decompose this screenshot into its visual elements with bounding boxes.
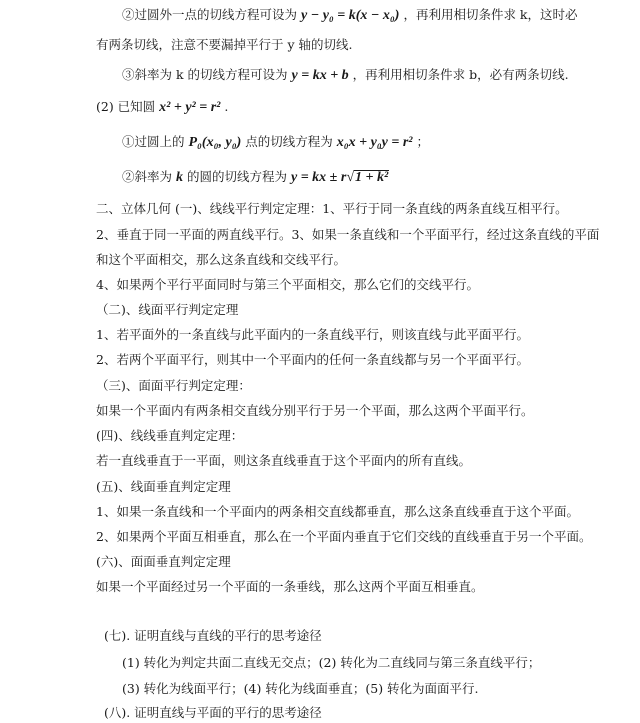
paragraph-line: 2、若两个平面平行，则其中一个平面内的任何一条直线都与另一个平面平行。 (96, 352, 529, 367)
paragraph-line: 4、如果两个平行平面同时与第三个平面相交，那么它们的交线平行。 (96, 277, 479, 292)
tangent-on-circle-line (122, 133, 429, 152)
text-segment: ，再利用相切条件求 k，这时必 (403, 7, 578, 22)
text-segment: (2) 已知圆 (96, 99, 156, 114)
formula: x² + y² = r² (159, 100, 221, 115)
formula: k (176, 170, 183, 185)
subsection-heading: (八). 证明直线与平面的平行的思考途径 (104, 705, 322, 720)
paragraph-line: 1、若平面外的一条直线与此平面内的一条直线平行，则该直线与此平面平行。 (96, 327, 529, 342)
subsection-heading: (四)、线线垂直判定定理： (96, 428, 244, 443)
slope-k-tangent-line (122, 168, 389, 187)
formula: P₀(x₀, y₀) (188, 135, 242, 150)
formula: x₀x + y₀y = r² (336, 135, 413, 150)
text-segment: ①过圆上的 (122, 134, 185, 149)
formula: y − y₀ = k(x − x₀) (301, 8, 400, 23)
list-item: (3) 转化为线面平行；(4) 转化为线面垂直；(5) 转化为面面平行. (122, 681, 479, 696)
list-item: (1) 转化为判定共面二直线无交点；(2) 转化为二直线同与第三条直线平行； (122, 655, 541, 670)
paragraph-line: 若一直线垂直于一平面，则这条直线垂直于这个平面内的所有直线。 (96, 453, 472, 468)
paragraph-line: 和这个平面相交，那么这条直线和交线平行。 (96, 252, 347, 267)
formula-radicand: 1 + k² (355, 170, 389, 185)
section-heading-solid-geometry: 二、立体几何 (一)、线线平行判定定理：1、平行于同一条直线的两条直线互相平行。 (96, 201, 568, 216)
subsection-heading: (七). 证明直线与直线的平行的思考途径 (104, 628, 322, 643)
paragraph-line: 有两条切线，注意不要漏掉平行于 y 轴的切线. (96, 37, 353, 52)
text-segment: 的圆的切线方程为 (186, 169, 287, 184)
text-segment: ②斜率为 (122, 169, 173, 184)
tangent-outside-point-line (122, 6, 578, 25)
paragraph-line: 2、如果两个平面互相垂直，那么在一个平面内垂直于它们交线的直线垂直于另一个平面。 (96, 529, 592, 544)
circle-given-line (96, 98, 228, 117)
text-segment: ，再利用相切条件求 b，必有两条切线. (352, 67, 569, 82)
subsection-heading: （二)、线面平行判定定理 (96, 302, 239, 317)
text-segment: ； (416, 134, 430, 149)
paragraph-line: 1、如果一条直线和一个平面内的两条相交直线都垂直，那么这条直线垂直于这个平面。 (96, 504, 579, 519)
paragraph-line: 如果一个平面经过另一个平面的一条垂线，那么这两个平面互相垂直。 (96, 579, 484, 594)
paragraph-line: 如果一个平面内有两条相交直线分别平行于另一个平面，那么这两个平面平行。 (96, 403, 534, 418)
sqrt-sign: √ (346, 170, 354, 185)
subsection-heading: (五)、线面垂直判定定理 (96, 479, 231, 494)
paragraph-line: 2、垂直于同一平面的两直线平行。3、如果一条直线和一个平面平行，经过这条直线的平面 (96, 227, 600, 242)
text-segment: . (224, 99, 229, 114)
text-segment: 点的切线方程为 (245, 134, 333, 149)
formula: y = kx + b (291, 68, 349, 83)
text-segment: ③斜率为 k 的切线方程可设为 (122, 67, 288, 82)
formula: y = kx ± r (290, 170, 347, 185)
slope-tangent-line (122, 66, 569, 85)
text-segment: ②过圆外一点的切线方程可设为 (122, 7, 298, 22)
subsection-heading: (六)、面面垂直判定定理 (96, 554, 231, 569)
subsection-heading: （三)、面面平行判定定理： (96, 378, 251, 393)
